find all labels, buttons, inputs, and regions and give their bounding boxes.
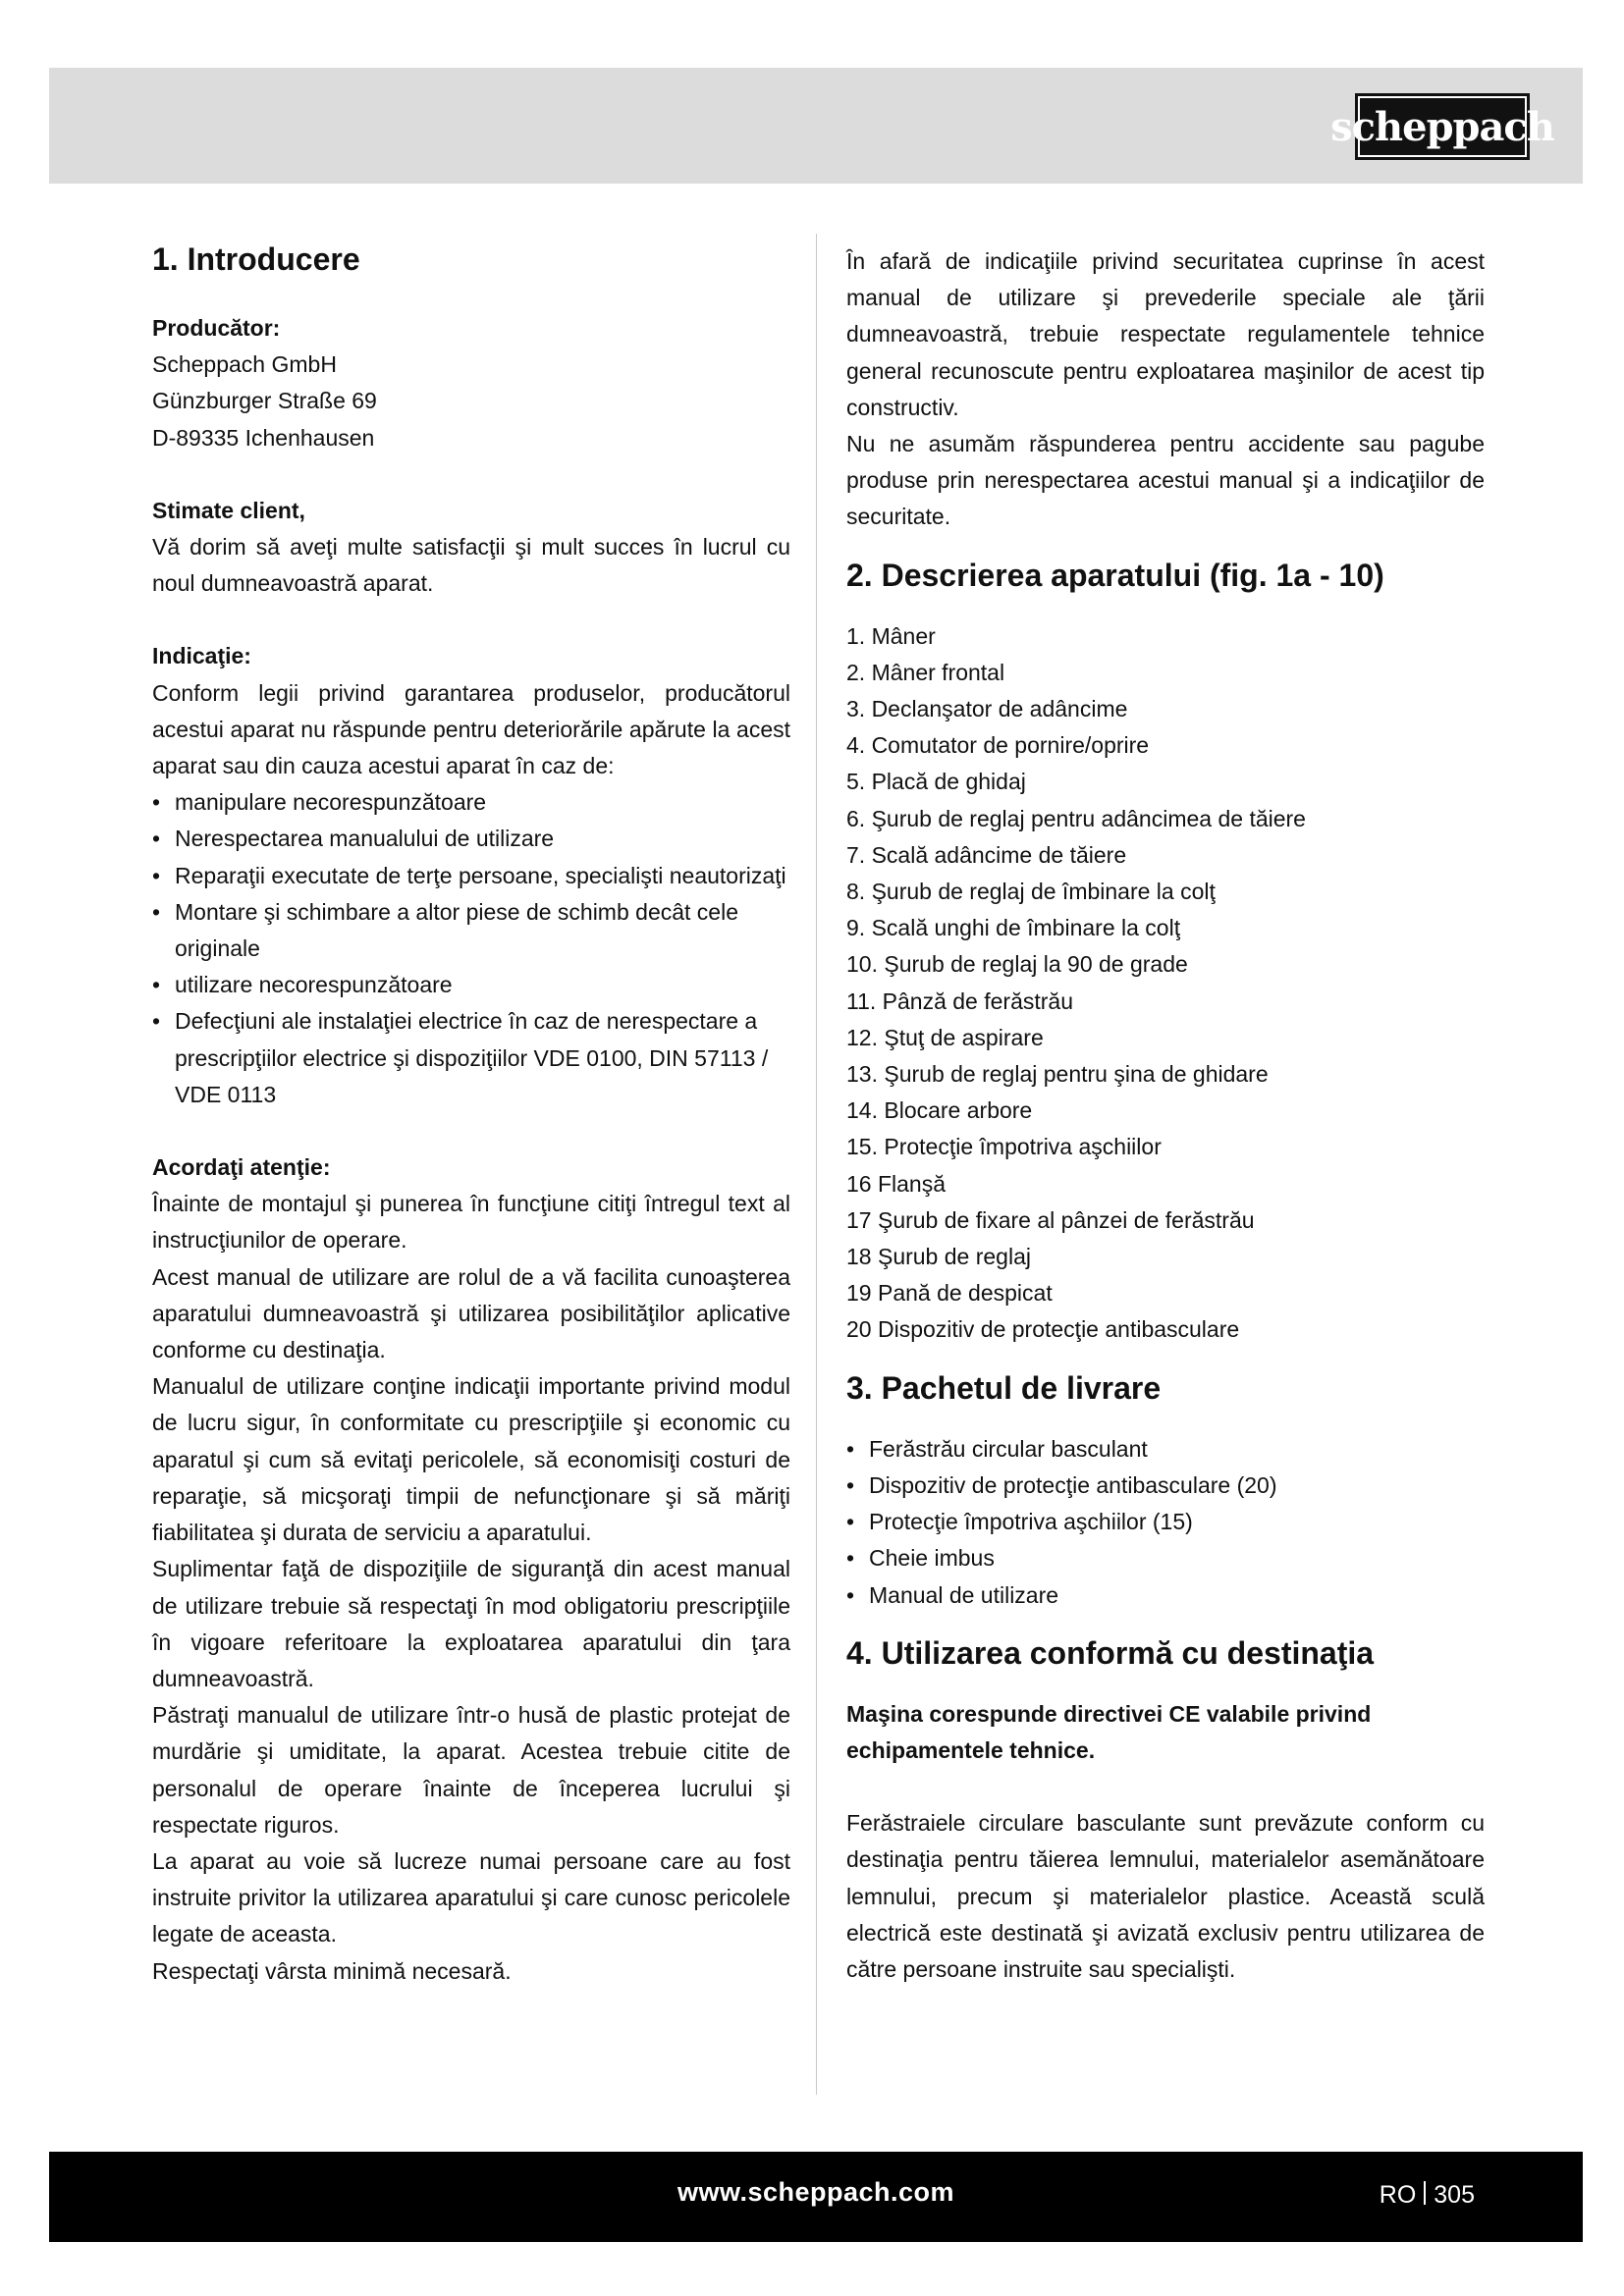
delivery-list: [846, 1431, 1485, 1614]
bullet-icon: •: [846, 1471, 855, 1498]
attention-paragraph: Păstraţi manualul de utilizare într-o husă de plastic protejat de murdărie şi umiditate, la aparat. Acestea trebuie citite de personalul de operare înainte de începerea lucrului şi respectate riguros.: [152, 1702, 790, 1838]
scheppach-logo: scheppach: [1355, 93, 1530, 160]
manufacturer-line: Scheppach GmbH: [152, 351, 337, 378]
page-number: [1380, 2181, 1475, 2210]
dear-client-label: Stimate client,: [152, 497, 305, 523]
attention-paragraph: La aparat au voie să lucreze numai persoane care au fost instruite privitor la utilizarea aparatului şi care cunosc pericolele legate de aceasta.: [152, 1847, 790, 1948]
attention-paragraph: Respectaţi vârsta minimă necesară.: [152, 1957, 512, 1984]
page-separator: [1424, 2181, 1426, 2205]
bullet-icon: •: [152, 972, 161, 998]
footer-bar: [49, 2152, 1583, 2242]
bullet-icon: •: [846, 1581, 855, 1608]
indication-text: Conform legii privind garantarea produselor, producătorul acestui aparat nu răspunde pentru deteriorările apărute la acest aparat sau din cauza acestui aparat în caz de:: [152, 679, 790, 779]
dear-client-text: Vă dorim să aveţi multe satisfacţii şi mult succes în lucrul cu noul dumneavoastră aparat.: [152, 534, 790, 597]
safety-paragraph: În afară de indicaţiile privind securitatea cuprinse în acest manual de utilizare şi prevederile speciale ale ţării dumneavoastră, trebuie respectate regulamentele tehnice general recunoscute pentru exploatarea maşinilor de acest tip constructiv.: [846, 248, 1485, 420]
manufacturer-line: D-89335 Ichenhausen: [152, 424, 375, 451]
indication-bullet-list: [152, 784, 790, 1113]
list-item: 14. Blocare arbore: [846, 1097, 1033, 1124]
manufacturer-label: Producător:: [152, 315, 281, 341]
attention-paragraph: Manualul de utilizare conţine indicaţii importante privind modul de lucru sigur, în conformitate cu prescripţiile şi economic cu aparatul şi cum să evitaţi pericolele, să economisiţi costuri de reparaţie, să micşoraţi timpii de nefuncţionare şi să măriţi fiabilitatea şi durata de serviciu a aparatului.: [152, 1373, 790, 1546]
list-item: • Reparaţii executate de terţe persoane, specialişti neautorizaţi: [152, 858, 790, 894]
list-item: • Ferăstrău circular basculant: [846, 1431, 1485, 1468]
list-item: 1. Mâner: [846, 622, 936, 649]
list-item: 17 Şurub de fixare al pânzei de ferăstrău: [846, 1206, 1255, 1233]
list-item: • Manual de utilizare: [846, 1577, 1485, 1614]
bullet-icon: •: [152, 789, 161, 816]
attention-label: Acordaţi atenţie:: [152, 1154, 331, 1181]
section-heading-intended-use: 4. Utilizarea conformă cu destinaţia: [846, 1634, 1375, 1671]
list-item: • Montare şi schimbare a altor piese de schimb decât cele originale: [152, 894, 790, 967]
list-item: • Nerespectarea manualului de utilizare: [152, 821, 790, 857]
bullet-icon: •: [152, 826, 161, 852]
list-item: 16 Flanşă: [846, 1170, 947, 1197]
list-item: 13. Şurub de reglaj pentru şina de ghidare: [846, 1061, 1269, 1088]
language-code: RO: [1379, 2181, 1417, 2209]
attention-paragraph: Suplimentar faţă de dispoziţiile de siguranţă din acest manual de utilizare trebuie să respectaţi în mod obligatoriu prescripţiile în vigoare referitoare la exploatarea aparatului din ţara dumneavoastră.: [152, 1556, 790, 1691]
list-item: 4. Comutator de pornire/oprire: [846, 732, 1150, 759]
page-number-value: 305: [1434, 2181, 1475, 2209]
attention-paragraph: Înainte de montajul şi punerea în funcţiune citiţi întregul text al instrucţiunilor de operare.: [152, 1191, 790, 1254]
footer-website-link[interactable]: www.scheppach.com: [677, 2177, 955, 2207]
list-item: 3. Declanşator de adâncime: [846, 696, 1128, 722]
bullet-icon: •: [152, 1008, 161, 1035]
list-item: • utilizare necorespunzătoare: [152, 967, 790, 1003]
parts-list: [846, 618, 1485, 1349]
indication-label: Indicaţie:: [152, 643, 251, 669]
section-heading-delivery: 3. Pachetul de livrare: [846, 1369, 1162, 1406]
bullet-icon: •: [152, 862, 161, 888]
list-item: 11. Pânză de ferăstrău: [846, 988, 1073, 1014]
left-column: [152, 230, 790, 1990]
list-item: • Defecţiuni ale instalaţiei electrice în caz de nerespectare a prescripţiilor electrice şi dispoziţiilor VDE 0100, DIN 57113 / VDE 0113: [152, 1003, 790, 1113]
ce-directive-statement: Maşina corespunde directivei CE valabile privind echipamentele tehnice.: [846, 1700, 1372, 1763]
list-item: 19 Pană de despicat: [846, 1280, 1053, 1307]
list-item: 10. Şurub de reglaj la 90 de grade: [846, 951, 1188, 978]
list-item: 20 Dispozitiv de protecţie antibasculare: [846, 1316, 1240, 1343]
bullet-icon: •: [846, 1435, 855, 1462]
right-column: [846, 230, 1485, 1988]
list-item: • Protecţie împotriva aşchiilor (15): [846, 1504, 1485, 1540]
bullet-icon: •: [846, 1545, 855, 1572]
list-item: 6. Şurub de reglaj pentru adâncimea de tăiere: [846, 805, 1306, 831]
section-heading-introduction: 1. Introducere: [152, 241, 360, 277]
bullet-icon: •: [152, 898, 161, 925]
list-item: 2. Mâner frontal: [846, 659, 1005, 685]
list-item: 18 Şurub de reglaj: [846, 1244, 1031, 1270]
list-item: 12. Ştuţ de aspirare: [846, 1024, 1044, 1050]
list-item: • manipulare necorespunzătoare: [152, 784, 790, 821]
list-item: 5. Placă de ghidaj: [846, 769, 1026, 795]
intended-use-text: Ferăstraiele circulare basculante sunt prevăzute conform cu destinaţia pentru tăierea lemnului, materialelor asemănătoare lemnului, precum şi materialelor plastice. Această sculă electrică este destinată şi avizată exclusiv pentru utilizarea de către persoane instruite sau specialişti.: [846, 1810, 1485, 1982]
manufacturer-line: Günzburger Straße 69: [152, 388, 377, 414]
list-item: 8. Şurub de reglaj de îmbinare la colţ: [846, 879, 1216, 905]
list-item: • Dispozitiv de protecţie antibasculare (20): [846, 1468, 1485, 1504]
list-item: • Cheie imbus: [846, 1540, 1485, 1576]
list-item: 9. Scală unghi de îmbinare la colţ: [846, 915, 1181, 941]
section-heading-description: 2. Descrierea aparatului (fig. 1a - 10): [846, 557, 1384, 593]
safety-paragraph: Nu ne asumăm răspunderea pentru accidente sau pagube produse prin nerespectarea acestui manual şi a indicaţiilor de securitate.: [846, 431, 1485, 530]
list-item: 15. Protecţie împotriva aşchiilor: [846, 1134, 1162, 1160]
list-item: 7. Scală adâncime de tăiere: [846, 841, 1127, 868]
bullet-icon: •: [846, 1509, 855, 1535]
column-divider: [816, 234, 817, 2095]
attention-paragraph: Acest manual de utilizare are rolul de a vă facilita cunoaşterea aparatului dumneavoastră şi utilizarea posibilităţilor aplicative conforme cu destinaţia.: [152, 1263, 790, 1363]
